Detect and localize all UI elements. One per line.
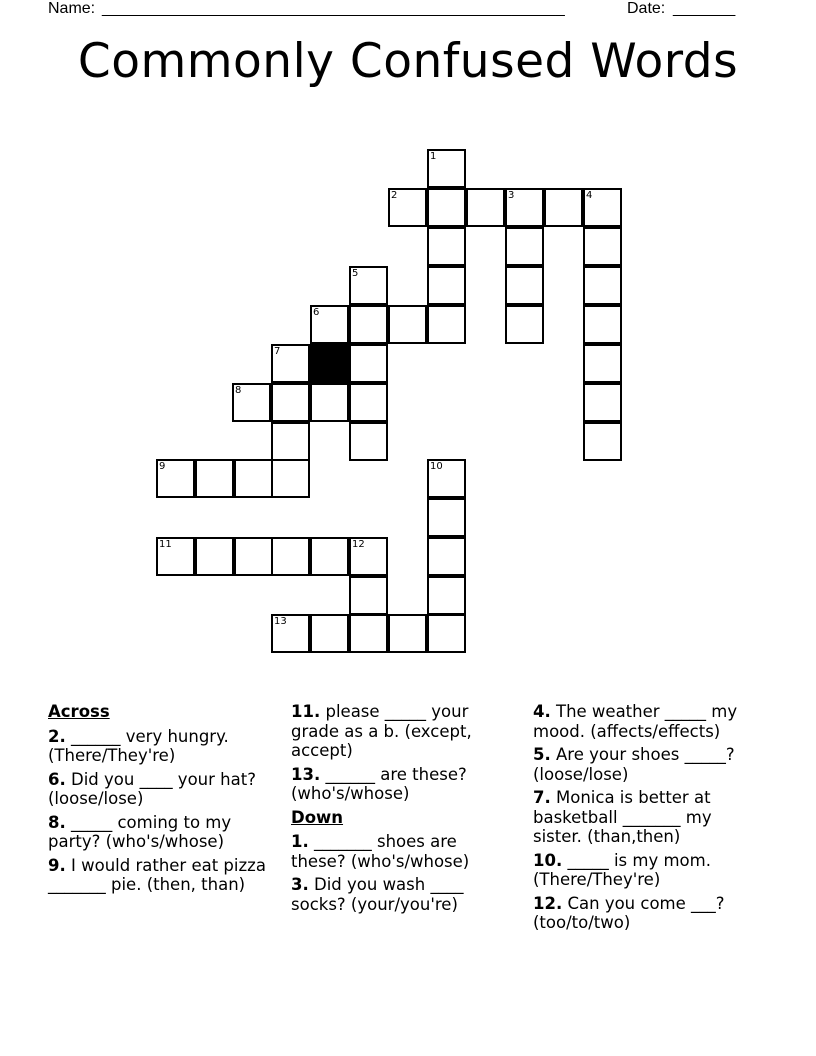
clue-text: Did you ____ your hat? (loose/lose) bbox=[48, 769, 256, 808]
clue-across-8 bbox=[48, 813, 278, 852]
clue-number: 2. bbox=[48, 726, 66, 746]
clue-number: 11 bbox=[159, 539, 172, 550]
grid-cell[interactable] bbox=[505, 305, 544, 344]
clue-number: 13. bbox=[291, 764, 321, 784]
grid-cell[interactable] bbox=[544, 188, 583, 227]
clue-across-2 bbox=[48, 727, 278, 766]
grid-cell[interactable] bbox=[427, 188, 466, 227]
clue-down-7 bbox=[533, 788, 748, 847]
clue-number: 13 bbox=[274, 616, 287, 627]
clue-across-13 bbox=[291, 765, 496, 804]
clue-number: 9 bbox=[159, 461, 166, 472]
grid-cell[interactable] bbox=[583, 305, 622, 344]
grid-cell[interactable] bbox=[427, 576, 466, 615]
clue-text: _______ shoes are these? (who's/whose) bbox=[291, 832, 470, 871]
black-cell bbox=[310, 344, 349, 383]
clue-number: 1 bbox=[430, 151, 437, 162]
clue-text: Did you wash ____ socks? (your/you're) bbox=[291, 875, 464, 914]
grid-cell[interactable] bbox=[349, 344, 388, 383]
name-label: Name: bbox=[48, 0, 100, 17]
grid-cell[interactable] bbox=[427, 459, 466, 498]
clue-number: 8 bbox=[235, 385, 242, 396]
clue-number: 11. bbox=[291, 702, 321, 721]
grid-cell[interactable] bbox=[310, 614, 349, 653]
clue-across-11 bbox=[291, 702, 496, 761]
clue-number: 4 bbox=[586, 190, 593, 201]
grid-cell[interactable] bbox=[505, 227, 544, 266]
grid-cell[interactable] bbox=[232, 383, 271, 422]
grid-cell[interactable] bbox=[271, 459, 310, 498]
clue-number: 3 bbox=[508, 190, 515, 201]
grid-cell[interactable] bbox=[349, 576, 388, 615]
grid-cell[interactable] bbox=[388, 305, 427, 344]
clue-number: 12. bbox=[533, 893, 563, 913]
name-line[interactable]: ____________________________________________________ bbox=[102, 0, 565, 17]
grid-cell[interactable] bbox=[427, 149, 466, 188]
clue-number: 8. bbox=[48, 812, 66, 832]
grid-cell[interactable] bbox=[427, 266, 466, 305]
grid-cell[interactable] bbox=[310, 383, 349, 422]
clue-down-3 bbox=[291, 875, 496, 914]
grid-cell[interactable] bbox=[349, 305, 388, 344]
grid-cell[interactable] bbox=[427, 305, 466, 344]
grid-cell[interactable] bbox=[505, 188, 544, 227]
clue-down-12 bbox=[533, 894, 748, 933]
grid-cell[interactable] bbox=[310, 537, 349, 576]
clue-number: 4. bbox=[533, 702, 551, 721]
grid-cell[interactable] bbox=[427, 537, 466, 576]
clue-text: Are your shoes _____? (loose/lose) bbox=[533, 745, 735, 784]
clue-text: _____ coming to my party? (who's/whose) bbox=[48, 812, 232, 851]
clue-text: ______ very hungry. (There/They're) bbox=[48, 726, 229, 765]
clues-column-1 bbox=[48, 702, 278, 899]
grid-cell[interactable] bbox=[195, 537, 234, 576]
clue-number: 2 bbox=[391, 190, 398, 201]
clue-number: 10 bbox=[430, 461, 443, 472]
grid-cell[interactable] bbox=[271, 537, 310, 576]
clue-down-4 bbox=[533, 702, 748, 741]
clues-column-2 bbox=[291, 702, 496, 918]
grid-cell[interactable] bbox=[271, 422, 310, 461]
clue-down-10 bbox=[533, 851, 748, 890]
clue-number: 7. bbox=[533, 788, 551, 807]
clue-text: Can you come ___? (too/to/two) bbox=[533, 893, 725, 932]
grid-cell[interactable] bbox=[427, 227, 466, 266]
clue-across-9 bbox=[48, 856, 278, 895]
grid-cell[interactable] bbox=[349, 537, 388, 576]
clue-number: 5. bbox=[533, 745, 551, 764]
clue-number: 6. bbox=[48, 769, 66, 789]
grid-cell[interactable] bbox=[271, 383, 310, 422]
grid-cell[interactable] bbox=[583, 422, 622, 461]
grid-cell[interactable] bbox=[156, 459, 195, 498]
grid-cell[interactable] bbox=[505, 266, 544, 305]
grid-cell[interactable] bbox=[427, 498, 466, 537]
clue-number: 6 bbox=[313, 307, 320, 318]
clue-text: I would rather eat pizza _______ pie. (then, than) bbox=[48, 855, 266, 894]
grid-cell[interactable] bbox=[271, 614, 310, 653]
grid-cell[interactable] bbox=[349, 266, 388, 305]
grid-cell[interactable] bbox=[466, 188, 505, 227]
clue-number: 5 bbox=[352, 268, 359, 279]
grid-cell[interactable] bbox=[583, 266, 622, 305]
clue-number: 12 bbox=[352, 539, 365, 550]
grid-cell[interactable] bbox=[234, 537, 273, 576]
grid-cell[interactable] bbox=[234, 459, 273, 498]
grid-cell[interactable] bbox=[583, 344, 622, 383]
clue-text: Monica is better at basketball _______ my sister. (than,then) bbox=[533, 788, 712, 846]
clue-number: 10. bbox=[533, 850, 563, 870]
grid-cell[interactable] bbox=[310, 305, 349, 344]
clue-number: 9. bbox=[48, 855, 66, 875]
grid-cell[interactable] bbox=[583, 383, 622, 422]
grid-cell[interactable] bbox=[195, 459, 234, 498]
grid-cell[interactable] bbox=[271, 344, 310, 383]
clue-text: The weather _____ my mood. (affects/effects) bbox=[533, 702, 738, 741]
grid-cell[interactable] bbox=[388, 188, 427, 227]
grid-cell[interactable] bbox=[349, 422, 388, 461]
date-line[interactable]: _______ bbox=[673, 0, 736, 17]
across-heading: Across bbox=[48, 702, 110, 721]
clue-text: ______ are these? (who's/whose) bbox=[291, 764, 467, 803]
grid-cell[interactable] bbox=[583, 227, 622, 266]
date-label: Date: bbox=[627, 0, 670, 17]
clues-column-3 bbox=[533, 702, 748, 937]
page-title: Commonly Confused Words bbox=[77, 34, 739, 89]
header-row bbox=[48, 0, 748, 20]
grid-cell[interactable] bbox=[427, 614, 466, 653]
grid-cell[interactable] bbox=[349, 383, 388, 422]
clue-across-6 bbox=[48, 770, 278, 809]
clue-down-5 bbox=[533, 745, 748, 784]
clue-number: 3. bbox=[291, 875, 309, 894]
clue-number: 7 bbox=[274, 346, 281, 357]
grid-cell[interactable] bbox=[388, 614, 427, 653]
clue-number: 1. bbox=[291, 832, 309, 851]
clue-text: please _____ your grade as a b. (except, accept) bbox=[291, 702, 472, 760]
grid-cell[interactable] bbox=[156, 537, 195, 576]
down-heading: Down bbox=[291, 807, 344, 827]
grid-cell[interactable] bbox=[349, 614, 388, 653]
clue-down-1 bbox=[291, 832, 496, 871]
grid-cell[interactable] bbox=[583, 188, 622, 227]
clue-text: _____ is my mom. (There/They're) bbox=[533, 850, 711, 889]
